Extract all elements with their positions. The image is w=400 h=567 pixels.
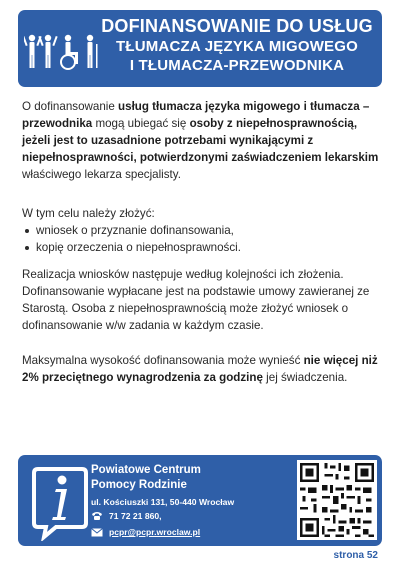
- required-documents: [22, 205, 382, 256]
- qr-code[interactable]: [297, 460, 377, 540]
- envelope-icon: [91, 528, 103, 537]
- list-item: wniosek o przyznanie dofinansowania,: [22, 222, 382, 239]
- phone-number: 71 72 21 860,: [109, 511, 162, 521]
- eligibility-paragraph: [22, 98, 382, 183]
- email: [91, 527, 200, 537]
- organization-name: [91, 463, 201, 493]
- people-disability-icon: [24, 32, 104, 72]
- text-span: mogą ubiegać się: [92, 117, 190, 130]
- email-link[interactable]: pcpr@pcpr.wroclaw.pl: [109, 527, 201, 537]
- address: ul. Kościuszki 131, 50-440 Wrocław: [91, 497, 235, 507]
- text-span: Maksymalna wysokość dofinansowania może wynieść: [22, 354, 304, 367]
- bold-span: usług tłumacza języka migowego i tłumacza – przewodnika: [22, 100, 370, 130]
- bold-span: osoby z niepełnosprawnością, jeżeli jest to uzasadnione potrzebami wynikającymi z niepełnosprawności, potwierdzonymi zaświadczeniem lekarskim: [22, 117, 379, 164]
- org-line-2: Pomocy Rodzinie: [91, 479, 187, 491]
- org-line-1: Powiatowe Centrum: [91, 464, 201, 476]
- page-number: strona 52: [333, 550, 378, 561]
- documents-intro: W tym celu należy złożyć:: [22, 207, 155, 220]
- text-span: właściwego lekarza specjalisty.: [22, 168, 181, 181]
- procedure-paragraph: Realizacja wniosków następuje według kolejności ich złożenia. Dofinansowanie wypłacane jest na podstawie umowy zawieranej ze Starostą. Osoba z niepełnosprawnością może złożyć wniosek o dofinansowanie w/w zadania w każdym czasie.: [22, 268, 370, 332]
- bold-span: nie więcej niż 2% przeciętnego wynagrodzenia za godzinę: [22, 354, 378, 384]
- title-line-2: TŁUMACZA JĘZYKA MIGOWEGO: [115, 38, 358, 55]
- phone: [91, 511, 162, 521]
- title-line-1: DOFINANSOWANIE DO USŁUG: [101, 16, 373, 36]
- title-line-3: I TŁUMACZA-PRZEWODNIKA: [129, 57, 345, 74]
- text-span: O dofinansowanie: [22, 100, 119, 113]
- text-span: jej świadczenia.: [262, 371, 348, 384]
- header-banner: [18, 10, 382, 87]
- info-icon: [26, 461, 94, 541]
- page-title: [98, 15, 376, 75]
- max-funding-paragraph: [22, 352, 382, 386]
- phone-icon: [91, 511, 103, 521]
- list-item: kopię orzeczenia o niepełnosprawności.: [22, 239, 382, 256]
- contact-footer: [18, 455, 382, 546]
- documents-list: [22, 222, 382, 256]
